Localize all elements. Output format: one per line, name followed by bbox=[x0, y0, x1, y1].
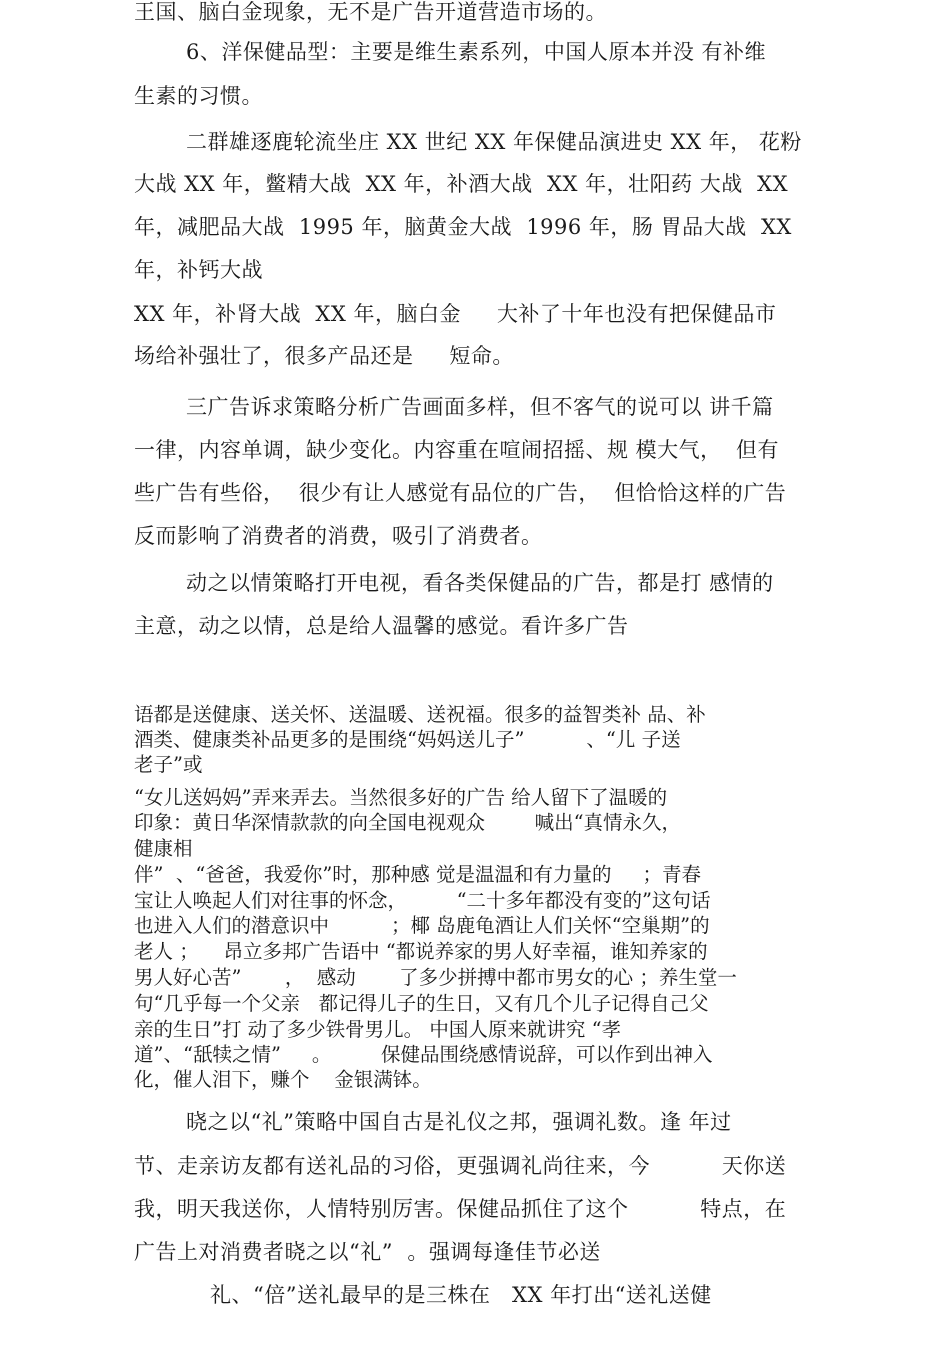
text-line: 二群雄逐鹿轮流坐庄 XX 世纪 XX 年保健品演进史 XX 年， 花粉 bbox=[186, 130, 802, 154]
text-line: 主意，动之以情，总是给人温馨的感觉。看许多广告 bbox=[134, 614, 629, 638]
text-line: 化，催人泪下，赚个 金银满钵。 bbox=[134, 1068, 432, 1091]
text-line: 王国、脑白金现象，无不是广告开道营造市场的。 bbox=[134, 0, 607, 24]
text-line: 伴” 、“爸爸，我爱你”时，那种感 觉是温温和有力量的 ；青春 bbox=[134, 863, 701, 886]
text-line: 些广告有些俗， 很少有让人感觉有品位的广告， 但恰恰这样的广告 bbox=[134, 481, 787, 505]
text-line: 男人好心苦” ， 感动 了多少拼搏中都市男女的心 ；养生堂一 bbox=[134, 966, 737, 989]
text-line: 老人 ； 昂立多邦广告语中 “都说养家的男人好幸福，谁知养家的 bbox=[134, 940, 708, 963]
text-line: 场给补强壮了，很多产品还是 短命。 bbox=[134, 344, 514, 368]
text-line: 节、走亲访友都有送礼品的习俗，更强调礼尚往来，今 天你送 bbox=[134, 1154, 787, 1178]
text-line: 道”、“舐犊之情” 。 保健品围绕感情说辞，可以作到出神入 bbox=[134, 1043, 713, 1066]
text-line: 印象：黄日华深情款款的向全国电视观众 喊出“真情永久， bbox=[134, 811, 682, 834]
text-line: 健康相 bbox=[134, 837, 193, 860]
text-line: 酒类、健康类补品更多的是围绕“妈妈送儿子” 、“儿 子送 bbox=[134, 728, 681, 751]
text-line: 6、洋保健品型：主要是维生素系列，中国人原本并没 有补维 bbox=[186, 40, 767, 64]
text-line: 句“几乎每一个父亲 都记得儿子的生日，又有几个儿子记得自己父 bbox=[134, 992, 709, 1015]
text-line: 生素的习惯。 bbox=[134, 84, 263, 108]
text-line: “女儿送妈妈”弄来弄去。当然很多好的广告 给人留下了温暖的 bbox=[134, 786, 668, 809]
text-line: 亲的生日”打 动了多少铁骨男儿。 中国人原来就讲究 “孝 bbox=[134, 1018, 622, 1041]
text-line: 语都是送健康、送关怀、送温暖、送祝福。很多的益智类补 品、补 bbox=[134, 703, 706, 726]
text-line: 也进入人们的潜意识中 ；椰 岛鹿龟酒让人们关怀“空巢期”的 bbox=[134, 914, 710, 937]
text-line: 年，减肥品大战 1995 年，脑黄金大战 1996 年，肠 胃品大战 XX bbox=[134, 215, 792, 239]
text-line: 年，补钙大战 bbox=[134, 258, 263, 282]
text-line: 大战 XX 年，鳖精大战 XX 年，补酒大战 XX 年，壮阳药 大战 XX bbox=[134, 172, 789, 196]
text-line: 动之以情策略打开电视，看各类保健品的广告，都是打 感情的 bbox=[186, 571, 774, 595]
text-line: 一律，内容单调，缺少变化。内容重在喧闹招摇、规 模大气， 但有 bbox=[134, 438, 780, 462]
text-line: 老子”或 bbox=[134, 753, 203, 776]
text-line: 宝让人唤起人们对往事的怀念， “二十多年都没有变的”这句话 bbox=[134, 889, 711, 912]
text-line: 我，明天我送你，人情特别厉害。保健品抓住了这个 特点，在 bbox=[134, 1197, 787, 1221]
text-line: 反而影响了消费者的消费，吸引了消费者。 bbox=[134, 524, 543, 548]
text-line: 三广告诉求策略分析广告画面多样，但不客气的说可以 讲千篇 bbox=[186, 395, 774, 419]
text-line: 礼、“倍”送礼最早的是三株在 XX 年打出“送礼送健 bbox=[210, 1283, 712, 1307]
text-line: XX 年，补肾大战 XX 年，脑白金 大补了十年也没有把保健品市 bbox=[134, 302, 777, 326]
text-line: 广告上对消费者晓之以“礼” 。强调每逢佳节必送 bbox=[134, 1240, 601, 1264]
text-line: 晓之以“礼”策略中国自古是礼仪之邦，强调礼数。逢 年过 bbox=[186, 1110, 732, 1134]
